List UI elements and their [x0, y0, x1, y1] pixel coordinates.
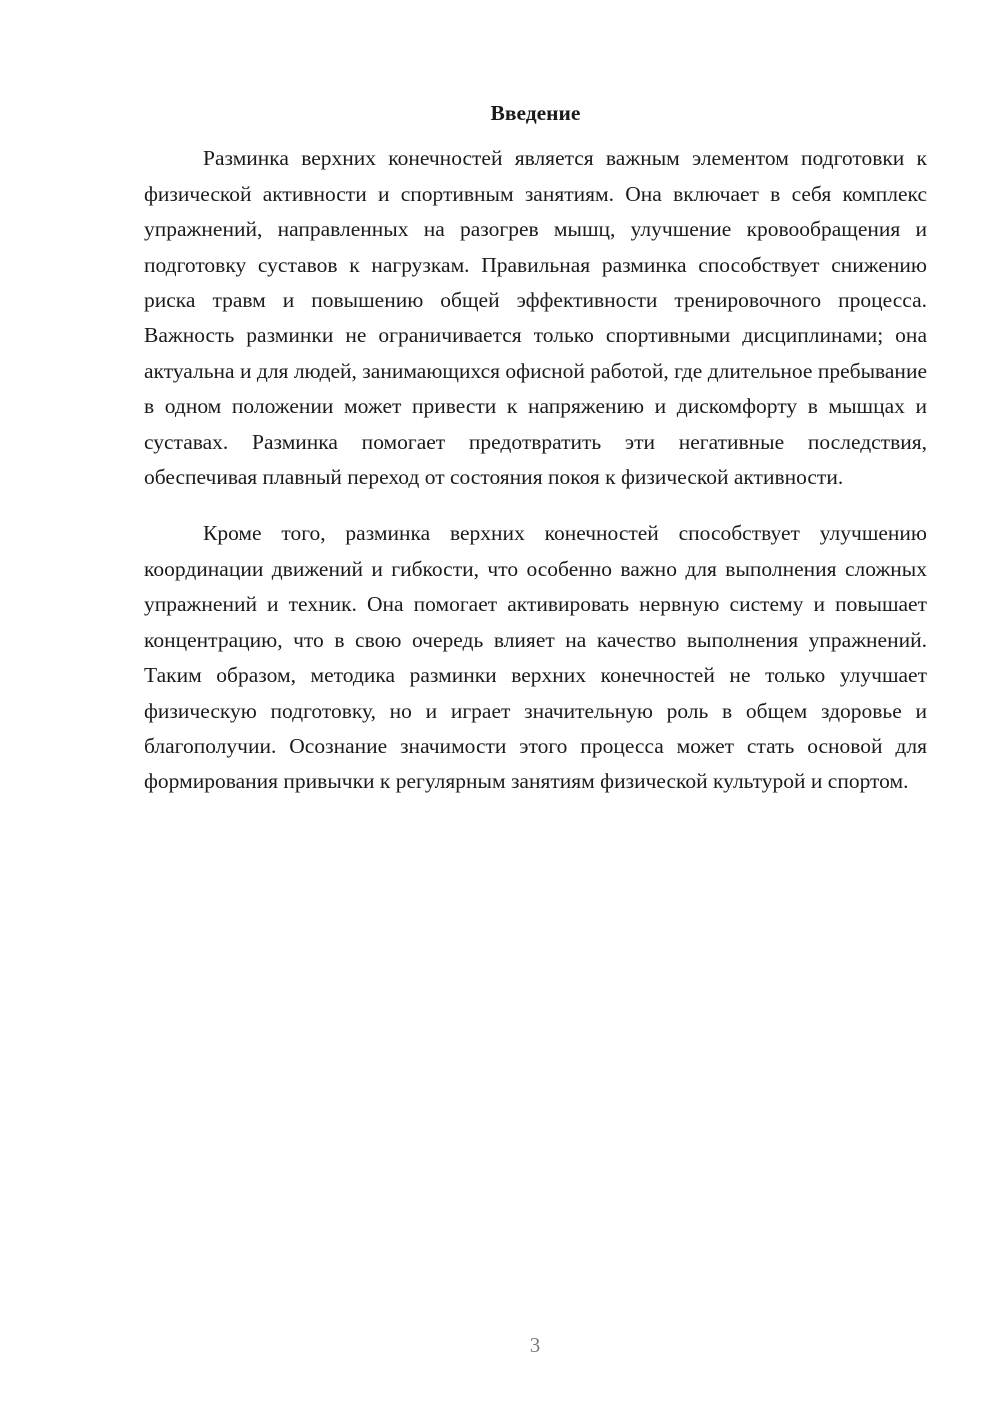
paragraph-1: Разминка верхних конечностей является важным элементом подготовки к физической активности и спортивным занятиям. Она включает в себя комплекс упражнений, направленных на разогрев мышц, улучшение кровообращения и подготовку суставов к нагрузкам. Правильная разминка способствует снижению риска травм и повышению общей эффективности тренировочного процесса. Важность разминки не ограничивается только спортивными дисциплинами; она актуальна и для людей, занимающихся офисной работой, где длительное пребывание в одном положении может привести к напряжению и дискомфорту в мышцах и суставах. Разминка помогает предотвратить эти негативные последствия, обеспечивая плавный переход от состояния покоя к физической активности.	[144, 146, 927, 490]
page-content	[144, 96, 927, 800]
section-heading: Введение	[490, 101, 581, 125]
paragraph-2: Кроме того, разминка верхних конечностей способствует улучшению координации движений и гибкости, что особенно важно для выполнения сложных упражнений и техник. Она помогает активировать нервную систему и повышает концентрацию, что в свою очередь влияет на качество выполнения упражнений. Таким образом, методика разминки верхних конечностей не только улучшает физическую подготовку, но и играет значительную роль в общем здоровье и благополучии. Осознание значимости этого процесса может стать основой для формирования привычки к регулярным занятиям физической культурой и спортом.	[144, 521, 927, 794]
page-number: 3	[529, 1333, 541, 1357]
